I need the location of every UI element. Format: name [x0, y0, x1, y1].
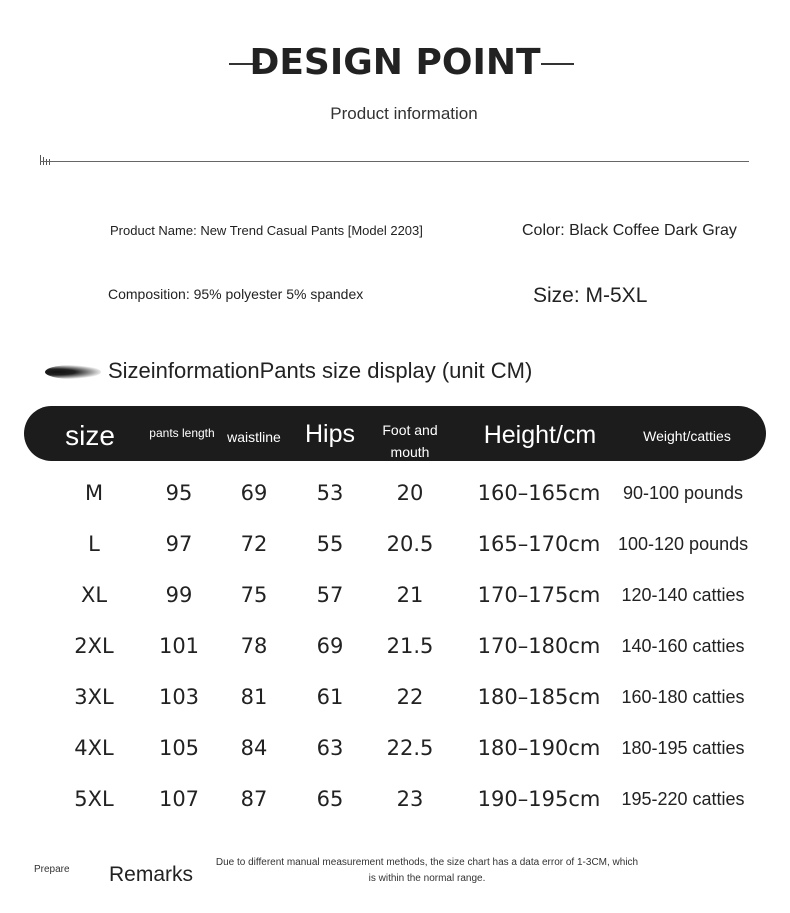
cell-size: 2XL [74, 634, 114, 658]
rule-tick-icon [40, 147, 54, 159]
product-composition: Composition: 95% polyester 5% spandex [108, 286, 364, 302]
product-name: Product Name: New Trend Casual Pants [Model 2203] [110, 223, 423, 238]
cell-weight: 140-160 catties [621, 636, 745, 656]
header-waistline: waistline [227, 429, 281, 445]
cell-pants-length: 103 [158, 685, 200, 709]
cell-pants-length: 107 [158, 787, 200, 811]
header-hips: Hips [304, 420, 355, 448]
product-size: Size: M-5XL [533, 284, 648, 307]
table-row [24, 736, 766, 787]
cell-hips: 69 [316, 634, 344, 658]
cell-height: 165–170cm [477, 532, 601, 556]
cell-height: 180–185cm [477, 685, 601, 709]
header-pants-length: pants length [149, 426, 215, 440]
cell-size: 5XL [74, 787, 114, 811]
page-title: DESIGN POINT [249, 42, 541, 83]
cell-hips: 61 [316, 685, 344, 709]
size-table-body [24, 481, 766, 838]
table-row [24, 634, 766, 685]
remarks-label: Remarks [109, 863, 194, 886]
cell-size: L [88, 532, 100, 556]
cell-pants-length: 95 [165, 481, 193, 505]
cell-hips: 63 [316, 736, 344, 760]
table-row [24, 481, 766, 532]
cell-pants-length: 105 [158, 736, 200, 760]
cell-weight: 120-140 catties [621, 585, 745, 605]
measurement-note: Due to different manual measurement methods, the size chart has a data error of 1-3CM, which is within the normal range. [215, 857, 639, 884]
brush-stroke-icon [45, 365, 101, 379]
cell-waistline: 69 [240, 481, 268, 505]
cell-waistline: 78 [240, 634, 268, 658]
table-row [24, 532, 766, 583]
cell-weight: 100-120 pounds [618, 534, 749, 554]
cell-weight: 90-100 pounds [622, 483, 744, 503]
page-subtitle: Product information [330, 104, 478, 123]
cell-foot-mouth: 20.5 [386, 532, 434, 556]
cell-pants-length: 97 [165, 532, 193, 556]
cell-waistline: 84 [240, 736, 268, 760]
cell-hips: 53 [316, 481, 344, 505]
cell-waistline: 75 [240, 583, 268, 607]
title-dash-right [541, 63, 574, 65]
cell-height: 190–195cm [477, 787, 601, 811]
cell-foot-mouth: 21 [396, 583, 424, 607]
cell-waistline: 72 [240, 532, 268, 556]
cell-hips: 65 [316, 787, 344, 811]
header-weight: Weight/catties [643, 428, 731, 444]
header-divider [40, 161, 749, 162]
cell-weight: 180-195 catties [621, 738, 745, 758]
cell-pants-length: 101 [158, 634, 200, 658]
cell-hips: 55 [316, 532, 344, 556]
prepare-label: Prepare [34, 864, 70, 875]
cell-foot-mouth: 22 [396, 685, 424, 709]
cell-height: 170–175cm [477, 583, 601, 607]
cell-foot-mouth: 20 [396, 481, 424, 505]
cell-waistline: 81 [240, 685, 268, 709]
table-row [24, 685, 766, 736]
cell-waistline: 87 [240, 787, 268, 811]
cell-foot-mouth: 23 [396, 787, 424, 811]
header-size: size [65, 420, 115, 451]
cell-size: 3XL [74, 685, 114, 709]
cell-size: 4XL [74, 736, 114, 760]
product-color: Color: Black Coffee Dark Gray [522, 222, 737, 239]
cell-foot-mouth: 21.5 [386, 634, 434, 658]
cell-foot-mouth: 22.5 [386, 736, 434, 760]
cell-hips: 57 [316, 583, 344, 607]
cell-size: XL [80, 583, 108, 607]
cell-height: 170–180cm [477, 634, 601, 658]
section-title: SizeinformationPants size display (unit CM) [108, 358, 533, 383]
cell-height: 160–165cm [477, 481, 601, 505]
cell-weight: 195-220 catties [621, 789, 745, 809]
table-row [24, 583, 766, 634]
header-foot-mouth: Foot and mouth [382, 422, 438, 460]
cell-height: 180–190cm [477, 736, 601, 760]
cell-pants-length: 99 [165, 583, 193, 607]
cell-size: M [84, 481, 104, 505]
header-height: Height/cm [483, 421, 597, 449]
cell-weight: 160-180 catties [621, 687, 745, 707]
table-row [24, 787, 766, 838]
